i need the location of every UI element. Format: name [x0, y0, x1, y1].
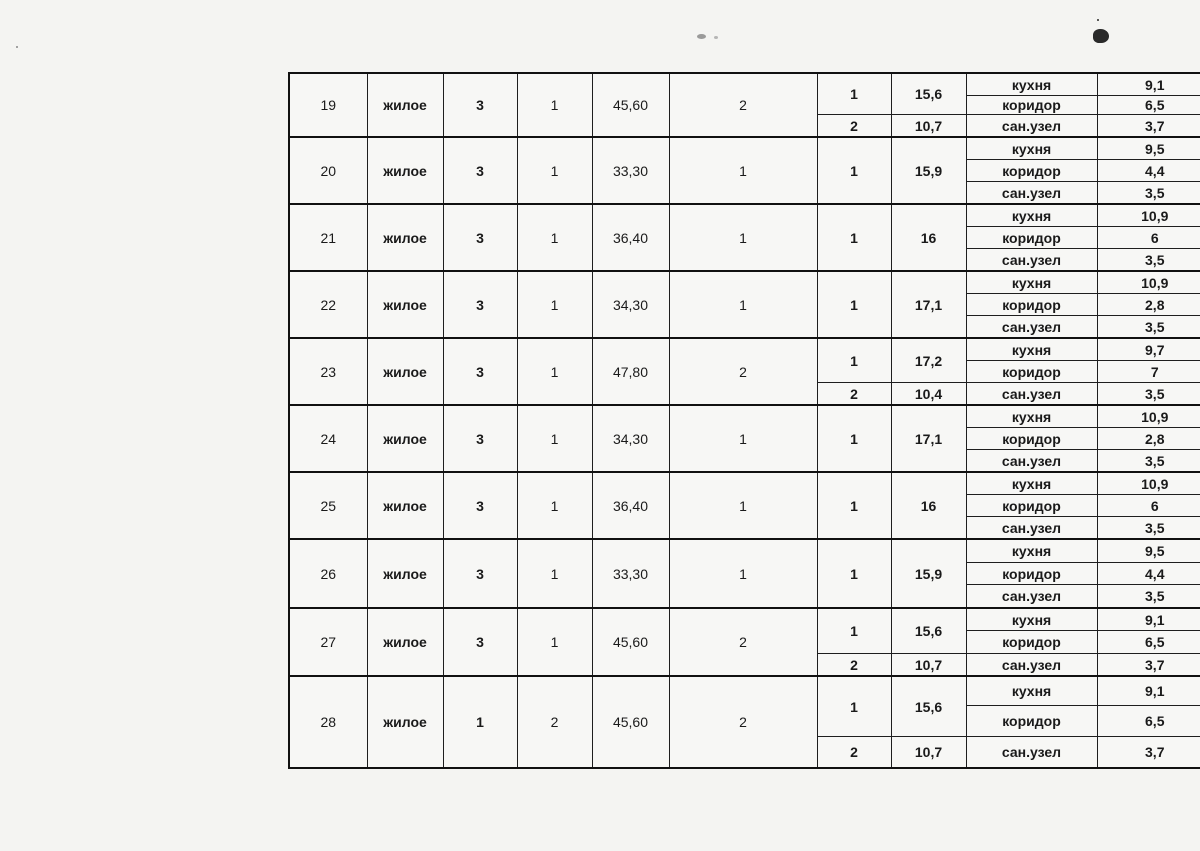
- apartment-number-cell: 24: [289, 405, 367, 472]
- room-count-cell: 1: [669, 539, 817, 608]
- premises-type-cell: жилое: [367, 472, 443, 539]
- aux-room-area-cell: 3,5: [1097, 450, 1200, 473]
- aux-room-name-cell: кухня: [966, 539, 1097, 563]
- living-room-area-cell: 15,6: [891, 608, 966, 654]
- living-room-area-cell: 17,2: [891, 338, 966, 383]
- apartment-number-cell: 25: [289, 472, 367, 539]
- aux-room-name-cell: коридор: [966, 495, 1097, 517]
- column-3-cell: 3: [443, 338, 517, 405]
- living-room-area-cell: 16: [891, 204, 966, 271]
- aux-room-name-cell: кухня: [966, 338, 1097, 361]
- apartment-rooms-table: [288, 72, 1200, 769]
- room-count-cell: 1: [669, 204, 817, 271]
- aux-room-name-cell: коридор: [966, 160, 1097, 182]
- aux-room-area-cell: 3,7: [1097, 115, 1200, 138]
- premises-type-cell: жилое: [367, 204, 443, 271]
- aux-room-area-cell: 3,5: [1097, 585, 1200, 609]
- aux-room-name-cell: коридор: [966, 227, 1097, 249]
- scan-dot: [1097, 19, 1099, 21]
- aux-room-name-cell: кухня: [966, 608, 1097, 631]
- aux-room-area-cell: 9,5: [1097, 137, 1200, 160]
- living-room-area-cell: 10,7: [891, 115, 966, 138]
- total-area-cell: 45,60: [592, 608, 669, 676]
- aux-room-area-cell: 9,1: [1097, 73, 1200, 96]
- living-room-area-cell: 15,6: [891, 676, 966, 737]
- aux-room-name-cell: коридор: [966, 631, 1097, 654]
- aux-room-area-cell: 6,5: [1097, 96, 1200, 115]
- aux-room-name-cell: коридор: [966, 563, 1097, 585]
- total-area-cell: 47,80: [592, 338, 669, 405]
- aux-room-name-cell: сан.узел: [966, 517, 1097, 540]
- column-3-cell: 1: [443, 676, 517, 768]
- living-room-number-cell: 2: [817, 115, 891, 138]
- total-area-cell: 34,30: [592, 271, 669, 338]
- ink-blot: [1093, 29, 1109, 43]
- aux-room-name-cell: кухня: [966, 271, 1097, 294]
- column-4-cell: 1: [517, 472, 592, 539]
- living-room-number-cell: 1: [817, 405, 891, 472]
- aux-room-name-cell: кухня: [966, 204, 1097, 227]
- aux-room-area-cell: 3,7: [1097, 737, 1200, 769]
- table-row: [289, 539, 1200, 563]
- aux-room-name-cell: коридор: [966, 361, 1097, 383]
- aux-room-name-cell: коридор: [966, 96, 1097, 115]
- aux-room-name-cell: сан.узел: [966, 450, 1097, 473]
- column-3-cell: 3: [443, 405, 517, 472]
- living-room-area-cell: 10,7: [891, 654, 966, 677]
- apartment-number-cell: 26: [289, 539, 367, 608]
- scan-dot: [16, 46, 18, 48]
- column-4-cell: 1: [517, 539, 592, 608]
- room-count-cell: 1: [669, 271, 817, 338]
- aux-room-area-cell: 6: [1097, 227, 1200, 249]
- premises-type-cell: жилое: [367, 539, 443, 608]
- aux-room-area-cell: 4,4: [1097, 160, 1200, 182]
- apartment-number-cell: 23: [289, 338, 367, 405]
- room-count-cell: 2: [669, 73, 817, 137]
- aux-room-name-cell: кухня: [966, 405, 1097, 428]
- living-room-number-cell: 1: [817, 676, 891, 737]
- table-row: [289, 608, 1200, 631]
- aux-room-area-cell: 3,5: [1097, 182, 1200, 205]
- aux-room-area-cell: 6,5: [1097, 631, 1200, 654]
- premises-type-cell: жилое: [367, 73, 443, 137]
- aux-room-name-cell: сан.узел: [966, 383, 1097, 406]
- table-row: [289, 676, 1200, 706]
- living-room-area-cell: 16: [891, 472, 966, 539]
- column-3-cell: 3: [443, 472, 517, 539]
- living-room-number-cell: 1: [817, 137, 891, 204]
- premises-type-cell: жилое: [367, 137, 443, 204]
- column-4-cell: 2: [517, 676, 592, 768]
- aux-room-area-cell: 9,1: [1097, 608, 1200, 631]
- room-count-cell: 1: [669, 405, 817, 472]
- aux-room-area-cell: 3,5: [1097, 316, 1200, 339]
- total-area-cell: 33,30: [592, 539, 669, 608]
- table-row: [289, 472, 1200, 495]
- living-room-area-cell: 15,9: [891, 137, 966, 204]
- column-3-cell: 3: [443, 271, 517, 338]
- column-4-cell: 1: [517, 405, 592, 472]
- aux-room-area-cell: 10,9: [1097, 271, 1200, 294]
- living-room-number-cell: 1: [817, 338, 891, 383]
- premises-type-cell: жилое: [367, 608, 443, 676]
- column-4-cell: 1: [517, 137, 592, 204]
- aux-room-area-cell: 9,1: [1097, 676, 1200, 706]
- living-room-number-cell: 1: [817, 204, 891, 271]
- premises-type-cell: жилое: [367, 405, 443, 472]
- living-room-number-cell: 2: [817, 737, 891, 769]
- table-row: [289, 271, 1200, 294]
- living-room-area-cell: 10,7: [891, 737, 966, 769]
- living-room-number-cell: 1: [817, 539, 891, 608]
- aux-room-area-cell: 10,9: [1097, 204, 1200, 227]
- aux-room-name-cell: коридор: [966, 706, 1097, 737]
- living-room-number-cell: 1: [817, 472, 891, 539]
- total-area-cell: 34,30: [592, 405, 669, 472]
- aux-room-area-cell: 7: [1097, 361, 1200, 383]
- total-area-cell: 36,40: [592, 204, 669, 271]
- aux-room-area-cell: 4,4: [1097, 563, 1200, 585]
- aux-room-name-cell: кухня: [966, 137, 1097, 160]
- aux-room-area-cell: 9,7: [1097, 338, 1200, 361]
- apartment-number-cell: 27: [289, 608, 367, 676]
- total-area-cell: 36,40: [592, 472, 669, 539]
- living-room-area-cell: 15,9: [891, 539, 966, 608]
- premises-type-cell: жилое: [367, 338, 443, 405]
- living-room-number-cell: 2: [817, 383, 891, 406]
- premises-type-cell: жилое: [367, 676, 443, 768]
- column-3-cell: 3: [443, 137, 517, 204]
- total-area-cell: 33,30: [592, 137, 669, 204]
- total-area-cell: 45,60: [592, 676, 669, 768]
- living-room-number-cell: 1: [817, 73, 891, 115]
- living-room-area-cell: 10,4: [891, 383, 966, 406]
- aux-room-area-cell: 3,5: [1097, 249, 1200, 272]
- column-4-cell: 1: [517, 271, 592, 338]
- room-count-cell: 1: [669, 137, 817, 204]
- column-4-cell: 1: [517, 73, 592, 137]
- living-room-area-cell: 17,1: [891, 271, 966, 338]
- table-row: [289, 405, 1200, 428]
- living-room-area-cell: 17,1: [891, 405, 966, 472]
- aux-room-area-cell: 10,9: [1097, 405, 1200, 428]
- column-3-cell: 3: [443, 204, 517, 271]
- aux-room-name-cell: кухня: [966, 676, 1097, 706]
- aux-room-area-cell: 9,5: [1097, 539, 1200, 563]
- apartment-number-cell: 22: [289, 271, 367, 338]
- aux-room-area-cell: 10,9: [1097, 472, 1200, 495]
- room-count-cell: 2: [669, 338, 817, 405]
- room-count-cell: 1: [669, 472, 817, 539]
- table-row: [289, 204, 1200, 227]
- aux-room-name-cell: сан.узел: [966, 585, 1097, 609]
- table-row: [289, 137, 1200, 160]
- apartment-number-cell: 28: [289, 676, 367, 768]
- aux-room-name-cell: сан.узел: [966, 654, 1097, 677]
- column-4-cell: 1: [517, 338, 592, 405]
- scan-smudge: [697, 34, 706, 39]
- aux-room-area-cell: 2,8: [1097, 428, 1200, 450]
- apartment-number-cell: 20: [289, 137, 367, 204]
- table-row: [289, 338, 1200, 361]
- living-room-area-cell: 15,6: [891, 73, 966, 115]
- aux-room-name-cell: кухня: [966, 472, 1097, 495]
- aux-room-name-cell: сан.узел: [966, 737, 1097, 769]
- total-area-cell: 45,60: [592, 73, 669, 137]
- aux-room-area-cell: 3,5: [1097, 383, 1200, 406]
- apartment-number-cell: 21: [289, 204, 367, 271]
- aux-room-area-cell: 6: [1097, 495, 1200, 517]
- column-4-cell: 1: [517, 608, 592, 676]
- living-room-number-cell: 1: [817, 608, 891, 654]
- room-count-cell: 2: [669, 676, 817, 768]
- premises-type-cell: жилое: [367, 271, 443, 338]
- apartment-number-cell: 19: [289, 73, 367, 137]
- aux-room-area-cell: 6,5: [1097, 706, 1200, 737]
- living-room-number-cell: 2: [817, 654, 891, 677]
- aux-room-area-cell: 3,5: [1097, 517, 1200, 540]
- aux-room-name-cell: сан.узел: [966, 115, 1097, 138]
- column-3-cell: 3: [443, 539, 517, 608]
- aux-room-name-cell: сан.узел: [966, 249, 1097, 272]
- table-row: [289, 73, 1200, 96]
- aux-room-area-cell: 3,7: [1097, 654, 1200, 677]
- living-room-number-cell: 1: [817, 271, 891, 338]
- column-4-cell: 1: [517, 204, 592, 271]
- aux-room-area-cell: 2,8: [1097, 294, 1200, 316]
- column-3-cell: 3: [443, 73, 517, 137]
- room-count-cell: 2: [669, 608, 817, 676]
- aux-room-name-cell: кухня: [966, 73, 1097, 96]
- scan-smudge: [714, 36, 718, 39]
- aux-room-name-cell: сан.узел: [966, 316, 1097, 339]
- column-3-cell: 3: [443, 608, 517, 676]
- aux-room-name-cell: коридор: [966, 294, 1097, 316]
- aux-room-name-cell: коридор: [966, 428, 1097, 450]
- aux-room-name-cell: сан.узел: [966, 182, 1097, 205]
